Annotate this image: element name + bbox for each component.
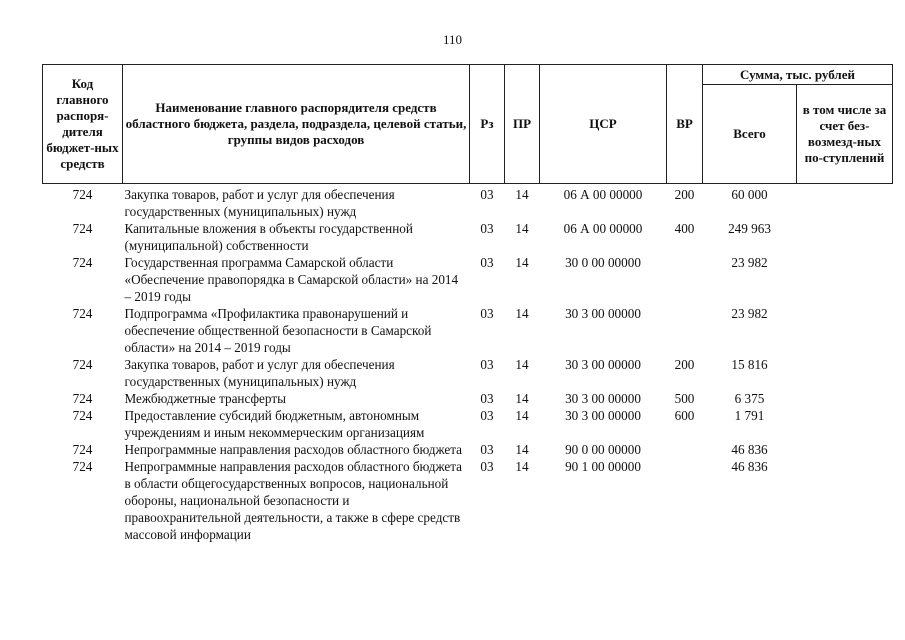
table-row xyxy=(43,184,893,221)
row-csr: 90 0 00 00000 xyxy=(565,442,641,457)
row-grants xyxy=(797,356,893,390)
table-row xyxy=(43,407,893,441)
row-total: 23 982 xyxy=(731,306,768,321)
row-rz: 03 xyxy=(480,306,494,321)
row-pr: 14 xyxy=(515,442,529,457)
row-csr: 90 1 00 00000 xyxy=(565,459,641,474)
row-code: 724 xyxy=(72,408,93,423)
row-grants xyxy=(797,407,893,441)
row-total: 23 982 xyxy=(731,255,768,270)
row-name: Закупка товаров, работ и услуг для обеспечения государственных (муниципальных) нужд xyxy=(124,357,395,389)
row-pr: 14 xyxy=(515,391,529,406)
header-code: Код главного распоря-дителя бюджет-ных средств xyxy=(43,65,123,184)
row-vr xyxy=(667,458,703,543)
row-code: 724 xyxy=(72,442,93,457)
header-sum-group: Сумма, тыс. рублей xyxy=(703,65,893,85)
header-pr: ПР xyxy=(505,65,540,184)
row-csr: 30 0 00 00000 xyxy=(565,255,641,270)
header-name: Наименование главного распорядителя средств областного бюджета, раздела, подраздела, целевой статьи, группы видов расходов xyxy=(123,65,470,184)
table-row xyxy=(43,390,893,407)
row-vr xyxy=(667,254,703,305)
row-vr: 500 xyxy=(674,391,695,406)
row-csr: 30 3 00 00000 xyxy=(565,408,641,423)
row-pr: 14 xyxy=(515,255,529,270)
row-total: 15 816 xyxy=(731,357,768,372)
header-csr: ЦСР xyxy=(540,65,667,184)
header-vr: ВР xyxy=(667,65,703,184)
table-row xyxy=(43,220,893,254)
row-grants xyxy=(797,458,893,543)
row-grants xyxy=(797,390,893,407)
row-total: 6 375 xyxy=(734,391,765,406)
row-grants xyxy=(797,220,893,254)
header-rz: Рз xyxy=(470,65,505,184)
row-total: 1 791 xyxy=(734,408,765,423)
table-row xyxy=(43,458,893,543)
row-name: Непрограммные направления расходов областного бюджета в области общегосударственных вопросов, национальной обороны, национальной безопасности и правоохранительной деятельности, а также в сфере средств массовой информации xyxy=(124,459,463,542)
table-body xyxy=(43,184,893,544)
table-row xyxy=(43,254,893,305)
row-code: 724 xyxy=(72,255,93,270)
row-name: Капитальные вложения в объекты государственной (муниципальной) собственности xyxy=(124,221,413,253)
row-vr: 200 xyxy=(674,187,695,202)
row-vr: 600 xyxy=(674,408,695,423)
table-row xyxy=(43,356,893,390)
row-rz: 03 xyxy=(480,187,494,202)
row-vr: 200 xyxy=(674,357,695,372)
row-csr: 06 А 00 00000 xyxy=(563,221,643,236)
row-grants xyxy=(797,441,893,458)
row-vr: 400 xyxy=(674,221,695,236)
row-code: 724 xyxy=(72,221,93,236)
row-pr: 14 xyxy=(515,306,529,321)
row-grants xyxy=(797,254,893,305)
row-rz: 03 xyxy=(480,255,494,270)
row-name: Закупка товаров, работ и услуг для обеспечения государственных (муниципальных) нужд xyxy=(124,187,395,219)
row-total: 60 000 xyxy=(731,187,768,202)
row-total: 46 836 xyxy=(731,442,768,457)
row-name: Государственная программа Самарской области «Обеспечение правопорядка в Самарской области» на 2014 – 2019 годы xyxy=(124,255,459,304)
row-code: 724 xyxy=(72,306,93,321)
row-pr: 14 xyxy=(515,187,529,202)
budget-table xyxy=(42,64,893,543)
row-csr: 30 3 00 00000 xyxy=(565,357,641,372)
row-pr: 14 xyxy=(515,221,529,236)
row-code: 724 xyxy=(72,187,93,202)
row-rz: 03 xyxy=(480,442,494,457)
row-csr: 06 А 00 00000 xyxy=(563,187,643,202)
row-code: 724 xyxy=(72,391,93,406)
row-name: Подпрограмма «Профилактика правонарушений и обеспечение общественной безопасности в Самарской области» на 2014 – 2019 годы xyxy=(124,306,432,355)
row-pr: 14 xyxy=(515,357,529,372)
row-grants xyxy=(797,305,893,356)
row-csr: 30 3 00 00000 xyxy=(565,306,641,321)
row-pr: 14 xyxy=(515,408,529,423)
row-vr xyxy=(667,305,703,356)
row-vr xyxy=(667,441,703,458)
row-rz: 03 xyxy=(480,459,494,474)
header-grants: в том числе за счет без-возмезд-ных по-ступлений xyxy=(797,85,893,184)
table-row xyxy=(43,441,893,458)
row-total: 249 963 xyxy=(728,221,771,236)
page-number: 110 xyxy=(442,32,463,47)
row-code: 724 xyxy=(72,459,93,474)
row-rz: 03 xyxy=(480,408,494,423)
row-grants xyxy=(797,184,893,221)
row-pr: 14 xyxy=(515,459,529,474)
row-code: 724 xyxy=(72,357,93,372)
row-rz: 03 xyxy=(480,391,494,406)
table-row xyxy=(43,305,893,356)
row-name: Межбюджетные трансферты xyxy=(124,391,286,406)
header-total: Всего xyxy=(703,85,797,184)
row-total: 46 836 xyxy=(731,459,768,474)
row-csr: 30 3 00 00000 xyxy=(565,391,641,406)
row-name: Непрограммные направления расходов областного бюджета xyxy=(124,442,463,457)
row-rz: 03 xyxy=(480,357,494,372)
row-rz: 03 xyxy=(480,221,494,236)
row-name: Предоставление субсидий бюджетным, автономным учреждениям и иным некоммерческим организациям xyxy=(124,408,425,440)
